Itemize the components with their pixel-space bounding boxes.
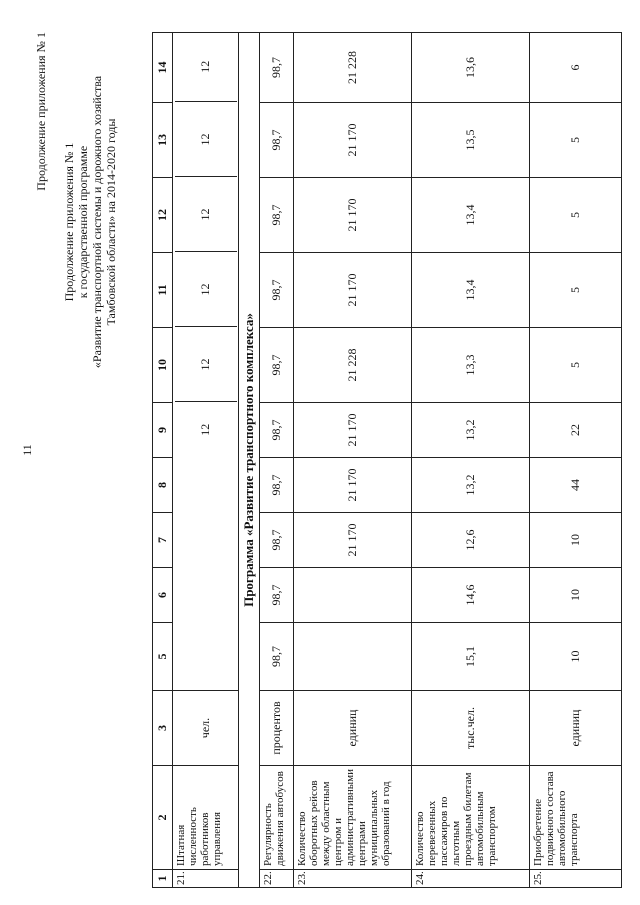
value-cell: 98,7 <box>260 253 294 328</box>
column-header: 7 <box>153 513 173 568</box>
header-line: к государственной программе <box>76 145 90 299</box>
value-cell: 98,7 <box>260 513 294 568</box>
value-cell <box>175 457 237 512</box>
value-cell: 98,7 <box>260 178 294 253</box>
value-cell: 21 170 <box>294 458 412 513</box>
value-cell: 13,2 <box>412 458 530 513</box>
column-header: 1 <box>153 870 173 888</box>
unit-cell: чел. <box>173 691 239 766</box>
table-row <box>412 33 530 888</box>
column-header: 11 <box>153 253 173 328</box>
indicator-name: Количество перевезенных пассажиров по льготным проездным билетам автомобильным транспортом <box>412 766 530 870</box>
value-cell <box>175 567 237 622</box>
column-header: 8 <box>153 458 173 513</box>
table-row <box>294 33 412 888</box>
program-row <box>239 33 260 888</box>
unit-cell: процентов <box>260 691 294 766</box>
value-cell: 13,6 <box>412 33 530 103</box>
row-number: 22. <box>260 870 294 888</box>
value-cell: 12 <box>198 423 212 436</box>
column-header: 10 <box>153 328 173 403</box>
table-row <box>260 33 294 888</box>
value-cell: 13,4 <box>412 253 530 328</box>
continuation-label: Продолжение приложения № 1 <box>34 32 48 191</box>
column-header: 5 <box>153 623 173 691</box>
indicator-name: Штатная численность работников управления <box>173 766 239 870</box>
value-cell <box>294 568 412 623</box>
column-header: 6 <box>153 568 173 623</box>
column-header: 13 <box>153 103 173 178</box>
value-cell: 5 <box>530 178 622 253</box>
unit-cell: тыс.чел. <box>412 691 530 766</box>
value-cell: 98,7 <box>260 103 294 178</box>
value-cell: 98,7 <box>260 568 294 623</box>
value-cell: 13,4 <box>412 178 530 253</box>
value-cell: 98,7 <box>260 458 294 513</box>
indicator-name: Количество оборотных рейсов между областным центром и административными центрами муниципальных образований в год <box>294 766 412 870</box>
value-cell: 10 <box>530 623 622 691</box>
value-cell: 12 <box>175 252 237 327</box>
value-cell: 21 170 <box>294 403 412 458</box>
header-line: Продолжение приложения № 1 <box>62 142 76 302</box>
row-number: 24. <box>412 870 530 888</box>
column-header: 12 <box>153 178 173 253</box>
value-cell: 98,7 <box>260 623 294 691</box>
value-cell: 21 228 <box>294 33 412 103</box>
value-cell: 22 <box>530 403 622 458</box>
column-header: 3 <box>153 691 173 766</box>
column-header: 14 <box>153 33 173 103</box>
rotated-page <box>20 20 620 900</box>
value-cell: 14,6 <box>412 568 530 623</box>
indicator-name: Регулярность движения автобусов <box>260 766 294 870</box>
indicator-name: Приобретение подвижного состава автомобильного транспорта <box>530 766 622 870</box>
value-cell: 12,6 <box>412 513 530 568</box>
value-cell: 5 <box>530 253 622 328</box>
value-cell: 10 <box>530 568 622 623</box>
table-row <box>530 33 622 888</box>
value-cell: 21 170 <box>294 513 412 568</box>
indicators-table <box>152 32 622 888</box>
value-cell: 12 <box>175 102 237 177</box>
header-line: «Развитие транспортной системы и дорожного хозяйства <box>90 75 104 369</box>
value-cell: 21 228 <box>294 328 412 403</box>
value-cell <box>175 622 237 690</box>
table-row <box>173 33 239 888</box>
value-cell: 5 <box>530 103 622 178</box>
program-title: Программа «Развитие транспортного комплекса» <box>239 33 260 888</box>
row-number: 25. <box>530 870 622 888</box>
value-cell: 21 170 <box>294 103 412 178</box>
value-cell: 6 <box>530 33 622 103</box>
unit-cell: единиц <box>294 691 412 766</box>
page-number: 11 <box>20 444 34 456</box>
column-header: 2 <box>153 766 173 870</box>
value-cell: 5 <box>530 328 622 403</box>
row-number: 21. <box>173 870 239 888</box>
value-cell: 44 <box>530 458 622 513</box>
value-cell: 13,2 <box>412 403 530 458</box>
value-cell: 12 <box>175 32 237 102</box>
value-cell: 12 <box>175 327 237 402</box>
appendix-header <box>62 32 118 412</box>
value-cell <box>294 623 412 691</box>
row21-values <box>175 32 237 690</box>
value-cell: 13,3 <box>412 328 530 403</box>
value-cell <box>175 512 237 567</box>
value-cell: 21 170 <box>294 253 412 328</box>
column-header: 9 <box>153 403 173 458</box>
value-cell: 98,7 <box>260 33 294 103</box>
column-header-row <box>153 33 173 888</box>
value-cell: 98,7 <box>260 403 294 458</box>
value-cell: 12 <box>175 177 237 252</box>
value-cell: 21 170 <box>294 178 412 253</box>
value-cell: 15,1 <box>412 623 530 691</box>
value-cell: 98,7 <box>260 328 294 403</box>
value-cell: 13,5 <box>412 103 530 178</box>
row-number: 23. <box>294 870 412 888</box>
value-cell: 10 <box>530 513 622 568</box>
unit-cell: единиц <box>530 691 622 766</box>
header-line: Тамбовской области» на 2014-2020 годы <box>104 118 118 326</box>
